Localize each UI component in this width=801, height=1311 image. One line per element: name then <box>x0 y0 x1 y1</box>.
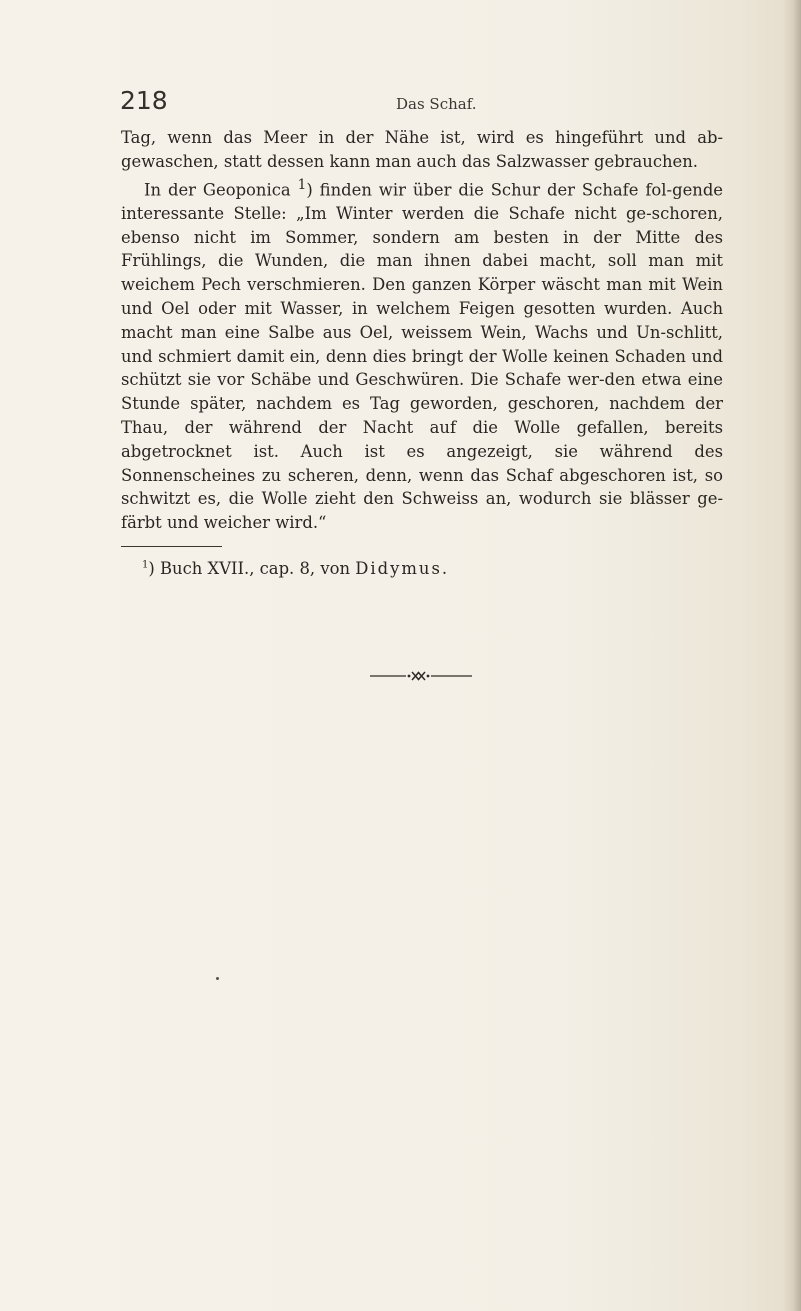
body-text <box>121 126 723 535</box>
paper-speck <box>216 977 219 980</box>
footnote-mark: 1 <box>142 559 149 571</box>
running-title: Das Schaf. <box>396 95 477 113</box>
section-end-ornament-icon <box>370 669 472 683</box>
footnote <box>142 558 447 580</box>
footnote-divider <box>121 546 222 547</box>
footnote-text-end: . <box>441 559 448 578</box>
paragraph-text: ) finden wir über die Schur der Schafe fol-gende interessante Stelle: „Im Winter werden die Schafe nicht ge-schoren, ebenso nicht im Sommer, sondern am besten in der Mitte des Frühlings, die Wunden, die man ihnen dabei macht, soll man mit weichem Pech verschmieren. Den ganzen Körper wäscht man mit Wein und Oel oder mit Wasser, in welchem Feigen gesotten wurden. Auch macht man eine Salbe aus Oel, weissem Wein, Wachs und Un-schlitt, und schmiert damit ein, denn dies bringt der Wolle keinen Schaden und schützt sie vor Schäbe und Geschwüren. Die Schafe wer-den etwa eine Stunde später, nachdem es Tag geworden, geschoren, nachdem der Thau, der während der Nacht auf die Wolle gefallen, bereits abgetrocknet ist. Auch ist es angezeigt, sie während des Sonnenscheines zu scheren, denn, wenn das Schaf abgeschoren ist, so schwitzt es, die Wolle zieht den Schweiss an, wodurch sie blässer ge-färbt und weicher wird.“ <box>121 180 724 533</box>
paragraph <box>121 126 723 174</box>
page-number: 218 <box>120 86 168 115</box>
footnote-text: ) Buch XVII., cap. 8, von <box>148 559 356 578</box>
page-edge-shadow <box>783 0 801 1311</box>
paragraph-text: Tag, wenn das Meer in der Nähe ist, wird es hingeführt und ab-gewaschen, statt dessen kann man auch das Salzwasser gebrauchen. <box>121 128 723 171</box>
page-header <box>120 86 722 116</box>
footnote-author: Didymus <box>355 559 442 578</box>
paragraph <box>121 174 723 535</box>
paragraph-text: In der Geoponica <box>144 180 291 200</box>
footnote-reference: 1 <box>297 176 307 193</box>
